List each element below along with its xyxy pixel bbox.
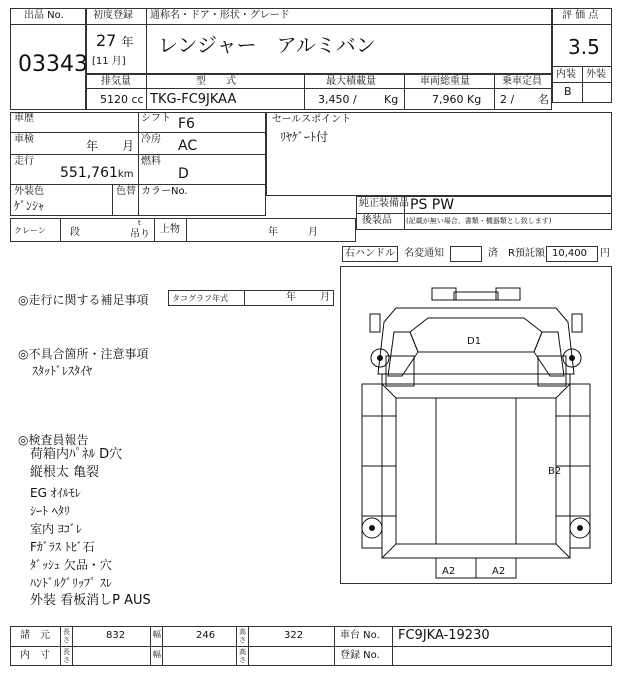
- grade-score: 3.5: [568, 35, 600, 59]
- width-label: 幅: [153, 630, 161, 639]
- inspection-year: 年: [86, 139, 99, 153]
- width: 246: [196, 630, 216, 641]
- inner-length-label: 長さ: [63, 648, 70, 664]
- inspection-label: 車検: [14, 134, 34, 145]
- inner-dimensions-label: 内 寸: [20, 650, 50, 661]
- recycle-label: 済 R預託額: [488, 248, 545, 259]
- height-label: 高さ: [239, 628, 246, 644]
- model-code-label: 型 式: [196, 76, 236, 87]
- lot-number-label: 出品 No.: [24, 10, 64, 21]
- inspector-item: ﾀﾞｯｼｭ 欠品・穴: [30, 558, 112, 572]
- recycle-amount: 10,400: [552, 248, 587, 259]
- gross-weight-label: 車両総重量: [420, 76, 470, 87]
- right-handle: 右ハンドル: [345, 248, 395, 259]
- max-load-label: 最大積載量: [326, 76, 376, 87]
- grade-label: 評 価 点: [562, 10, 599, 21]
- length: 832: [106, 630, 126, 641]
- aftermarket-note: (記載が無い場合、書類・機器類とし致します): [406, 217, 552, 225]
- car-name: レンジャー アルミバン: [158, 33, 376, 57]
- dimensions-label: 諸 元: [20, 630, 50, 641]
- sales-point-label: セールスポイント: [272, 114, 352, 125]
- ac-label: 冷房: [141, 134, 161, 145]
- capacity: 2 /: [500, 93, 515, 106]
- sales-point: ﾘﾔｹﾞｰﾄ付: [280, 130, 329, 144]
- registration-month: [11 月]: [92, 56, 126, 67]
- name-change-box: [450, 246, 482, 262]
- running-notes-title: ◎走行に関する補足事項: [18, 293, 149, 307]
- length-label: 長さ: [63, 628, 70, 644]
- crane-upper-label: 上物: [160, 224, 180, 235]
- inspection-month: 月: [122, 139, 135, 153]
- inner-height-label: 高さ: [239, 648, 246, 664]
- model-name-label: 通称名・ドア・形状・グレード: [150, 10, 290, 21]
- gross-weight: 7,960 Kg: [432, 93, 482, 106]
- crane-lift: 吊り: [130, 229, 150, 240]
- shift-label: シフト: [141, 113, 171, 124]
- inspector-item: 荷箱内ﾊﾟﾈﾙ D穴: [30, 447, 123, 462]
- defects-title: ◎不具合箇所・注意事項: [18, 347, 149, 361]
- color-number-label: カラーNo.: [141, 186, 188, 197]
- tachograph-year: 年: [286, 292, 296, 303]
- inspector-item: 外装 看板消しP AUS: [30, 593, 151, 608]
- displacement-label: 排気量: [101, 76, 131, 87]
- lot-number: 03343: [18, 52, 88, 77]
- crane-month: 月: [308, 227, 318, 238]
- crane-stage: 段: [70, 227, 80, 238]
- fuel-label: 燃料: [141, 156, 161, 167]
- mileage: 551,761km: [60, 165, 134, 181]
- inspector-item: 縦根太 亀裂: [30, 465, 100, 480]
- height: 322: [284, 630, 304, 641]
- displacement: 5120 cc: [100, 93, 144, 106]
- tachograph-label: タコグラフ年式: [172, 294, 228, 303]
- inner-width-label: 幅: [153, 650, 161, 659]
- color-label: 外装色: [14, 186, 44, 197]
- inspector-item: ｼｰﾄ ﾍﾀﾘ: [30, 504, 70, 518]
- interior-grade: B: [564, 85, 572, 98]
- name-change-label: 名変通知: [404, 248, 444, 259]
- crane-row: [10, 218, 356, 242]
- max-load: 3,450 /: [318, 93, 357, 106]
- diagram-mark-a2-left: A2: [442, 566, 456, 577]
- diagram-mark-d1: D1: [467, 336, 482, 347]
- ac: AC: [178, 138, 198, 154]
- color-change-label: 色替: [116, 186, 136, 197]
- fuel: D: [178, 166, 189, 182]
- aftermarket-label: 後装品: [362, 215, 392, 226]
- first-registration-label: 初度登録: [93, 10, 133, 21]
- capacity-unit: 名: [538, 93, 549, 106]
- recycle-unit: 円: [600, 248, 610, 259]
- inspector-item: EG ｵｲﾙﾓﾚ: [30, 486, 81, 500]
- registration-number-label: 登録 No.: [340, 650, 380, 661]
- registration-year: 27 年: [96, 31, 134, 50]
- inspector-item: ﾊﾝﾄﾞﾙｸﾞﾘｯﾌﾟ ｽﾚ: [30, 576, 112, 590]
- tachograph-month: 月: [320, 292, 330, 303]
- shift: F6: [178, 116, 195, 132]
- color: ｹﾞﾝｼｬ: [14, 199, 45, 213]
- exterior-label: 外装: [586, 69, 606, 80]
- interior-label: 内装: [556, 69, 576, 80]
- model-code: TKG-FC9JKAA: [150, 92, 237, 107]
- history-label: 車歴: [14, 113, 34, 124]
- inspector-title: ◎検査員報告: [18, 433, 89, 447]
- chassis-number: FC9JKA-19230: [398, 628, 490, 643]
- inspector-item: 室内 ﾖｺﾞﾚ: [30, 522, 82, 536]
- defect-item: ｽﾀｯﾄﾞﾚｽﾀｲﾔ: [32, 364, 93, 378]
- crane-ton: t: [138, 219, 141, 227]
- capacity-label: 乗車定員: [502, 76, 542, 87]
- inspector-item: Fｶﾞﾗｽ ﾄﾋﾞ石: [30, 540, 95, 554]
- chassis-label: 車台 No.: [340, 630, 380, 641]
- equipment: PS PW: [410, 197, 455, 213]
- mileage-label: 走行: [14, 156, 34, 167]
- crane-year: 年: [268, 227, 278, 238]
- crane-label: クレーン: [14, 226, 46, 235]
- max-load-unit: Kg: [384, 93, 399, 106]
- diagram-mark-a2-right: A2: [492, 566, 506, 577]
- equipment-label: 純正装備品: [359, 198, 409, 209]
- vehicle-diagram: [340, 266, 612, 584]
- diagram-mark-b2: B2: [548, 466, 562, 477]
